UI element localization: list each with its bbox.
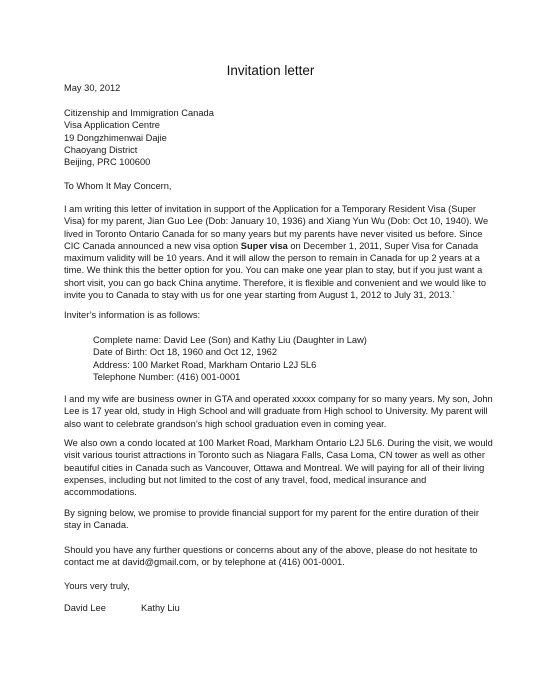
- inviter-phone: Telephone Number: (416) 001-0001: [93, 371, 241, 382]
- letter-date: May 30, 2012: [64, 83, 121, 93]
- inviter-address: Address: 100 Market Road, Markham Ontario L2J 5L6: [93, 359, 317, 370]
- inviter-name: Complete name: David Lee (Son) and Kathy Liu (Daughter in Law): [93, 335, 367, 345]
- text-run: on December 1, 2011, Super Visa for Canada: [287, 240, 479, 251]
- paragraph-line: I and my wife are business owner in GTA and operated xxxxx company for so many years. My son, John: [64, 394, 493, 404]
- paragraph-line: also want to celebrate grandson’s high school graduation even in coming year.: [64, 418, 387, 429]
- paragraph-line: short visit, you can go back China anytime. Therefore, it is flexible and convenient and we would like to: [64, 277, 487, 288]
- paragraph-line: Visa) for my parent, Jian Guo Lee (Dob: January 10, 1936) and Xiang Yun Wu (Dob: Oct 10, 1940). We: [64, 216, 489, 227]
- salutation: To Whom It May Concern,: [64, 181, 172, 191]
- paragraph-contact: [64, 544, 484, 569]
- inviter-details: [93, 334, 473, 383]
- address-line: Beijing, PRC 100600: [64, 157, 151, 168]
- paragraph-invitation: [64, 203, 489, 301]
- paragraph-line: I am writing this letter of invitation in support of the Application for a Temporary Resident Visa (Super: [64, 204, 477, 214]
- letter-title: Invitation letter: [226, 63, 315, 78]
- recipient-address: [64, 107, 484, 168]
- paragraph-line: beautiful cities in Canada such as Vancouver, Ottawa and Montreal. We will paying for all of their living: [64, 462, 485, 473]
- paragraph-line: stay in Canada.: [64, 520, 129, 531]
- paragraph-line: contact me at david@gmail.com, or by telephone at (416) 001-0001.: [64, 557, 345, 568]
- paragraph-family: [64, 393, 493, 430]
- signature-kathy: Kathy Liu: [141, 603, 180, 613]
- inviter-dob: Date of Birth: Oct 18, 1960 and Oct 12, 1962: [93, 347, 277, 358]
- paragraph-support: [64, 507, 484, 532]
- address-line: Chaoyang District: [64, 144, 138, 155]
- paragraph-line: By signing below, we promise to provide financial support for my parent for the entire duration of their: [64, 508, 479, 518]
- paragraph-line: Should you have any further questions or concerns about any of the above, please do not hesitate to: [64, 545, 478, 555]
- paragraph-line: Lee is 17 year old, study in High School and will graduate from High school to University. My parent will: [64, 406, 488, 417]
- paragraph-line: accommodations.: [64, 487, 137, 498]
- address-line: Visa Application Centre: [64, 120, 160, 131]
- text-run: CIC Canada announced a new visa option: [64, 240, 241, 251]
- paragraph-line: invite you to Canada to stay with us for one year starting from August 1, 2012 to July 31, 2013.`: [64, 290, 456, 301]
- paragraph-line: lived in Toronto Ontario Canada for so many years but my parents have never visited us before. Since: [64, 228, 483, 239]
- paragraph-line: maximum validity will be 10 years. And it will allow the person to remain in Canada for up 2 years at a: [64, 253, 480, 264]
- signature-david: David Lee: [64, 603, 106, 613]
- super-visa-emphasis: Super visa: [240, 240, 288, 251]
- closing: Yours very truly,: [64, 581, 130, 591]
- paragraph-line: expenses, including but not limited to the cost of any travel, food, medical insurance and: [64, 474, 427, 485]
- paragraph-line: [64, 240, 484, 252]
- paragraph-line: visit various tourist attractions in Toronto such as Niagara Falls, Casa Loma, CN tower as well as other: [64, 450, 485, 461]
- address-line: 19 Dongzhimenwai Dajie: [64, 132, 167, 143]
- address-line: Citizenship and Immigration Canada: [64, 108, 214, 118]
- paragraph-line: We also own a condo located at 100 Market Road, Markham Ontario L2J 5L6. During the visit, we would: [64, 438, 493, 448]
- inviter-intro: Inviter’s information is as follows:: [64, 310, 201, 320]
- paragraph-visit: [64, 437, 493, 498]
- paragraph-line: time. We think this the better option for you. You can make one year plan to stay, but if you just want a: [64, 265, 483, 276]
